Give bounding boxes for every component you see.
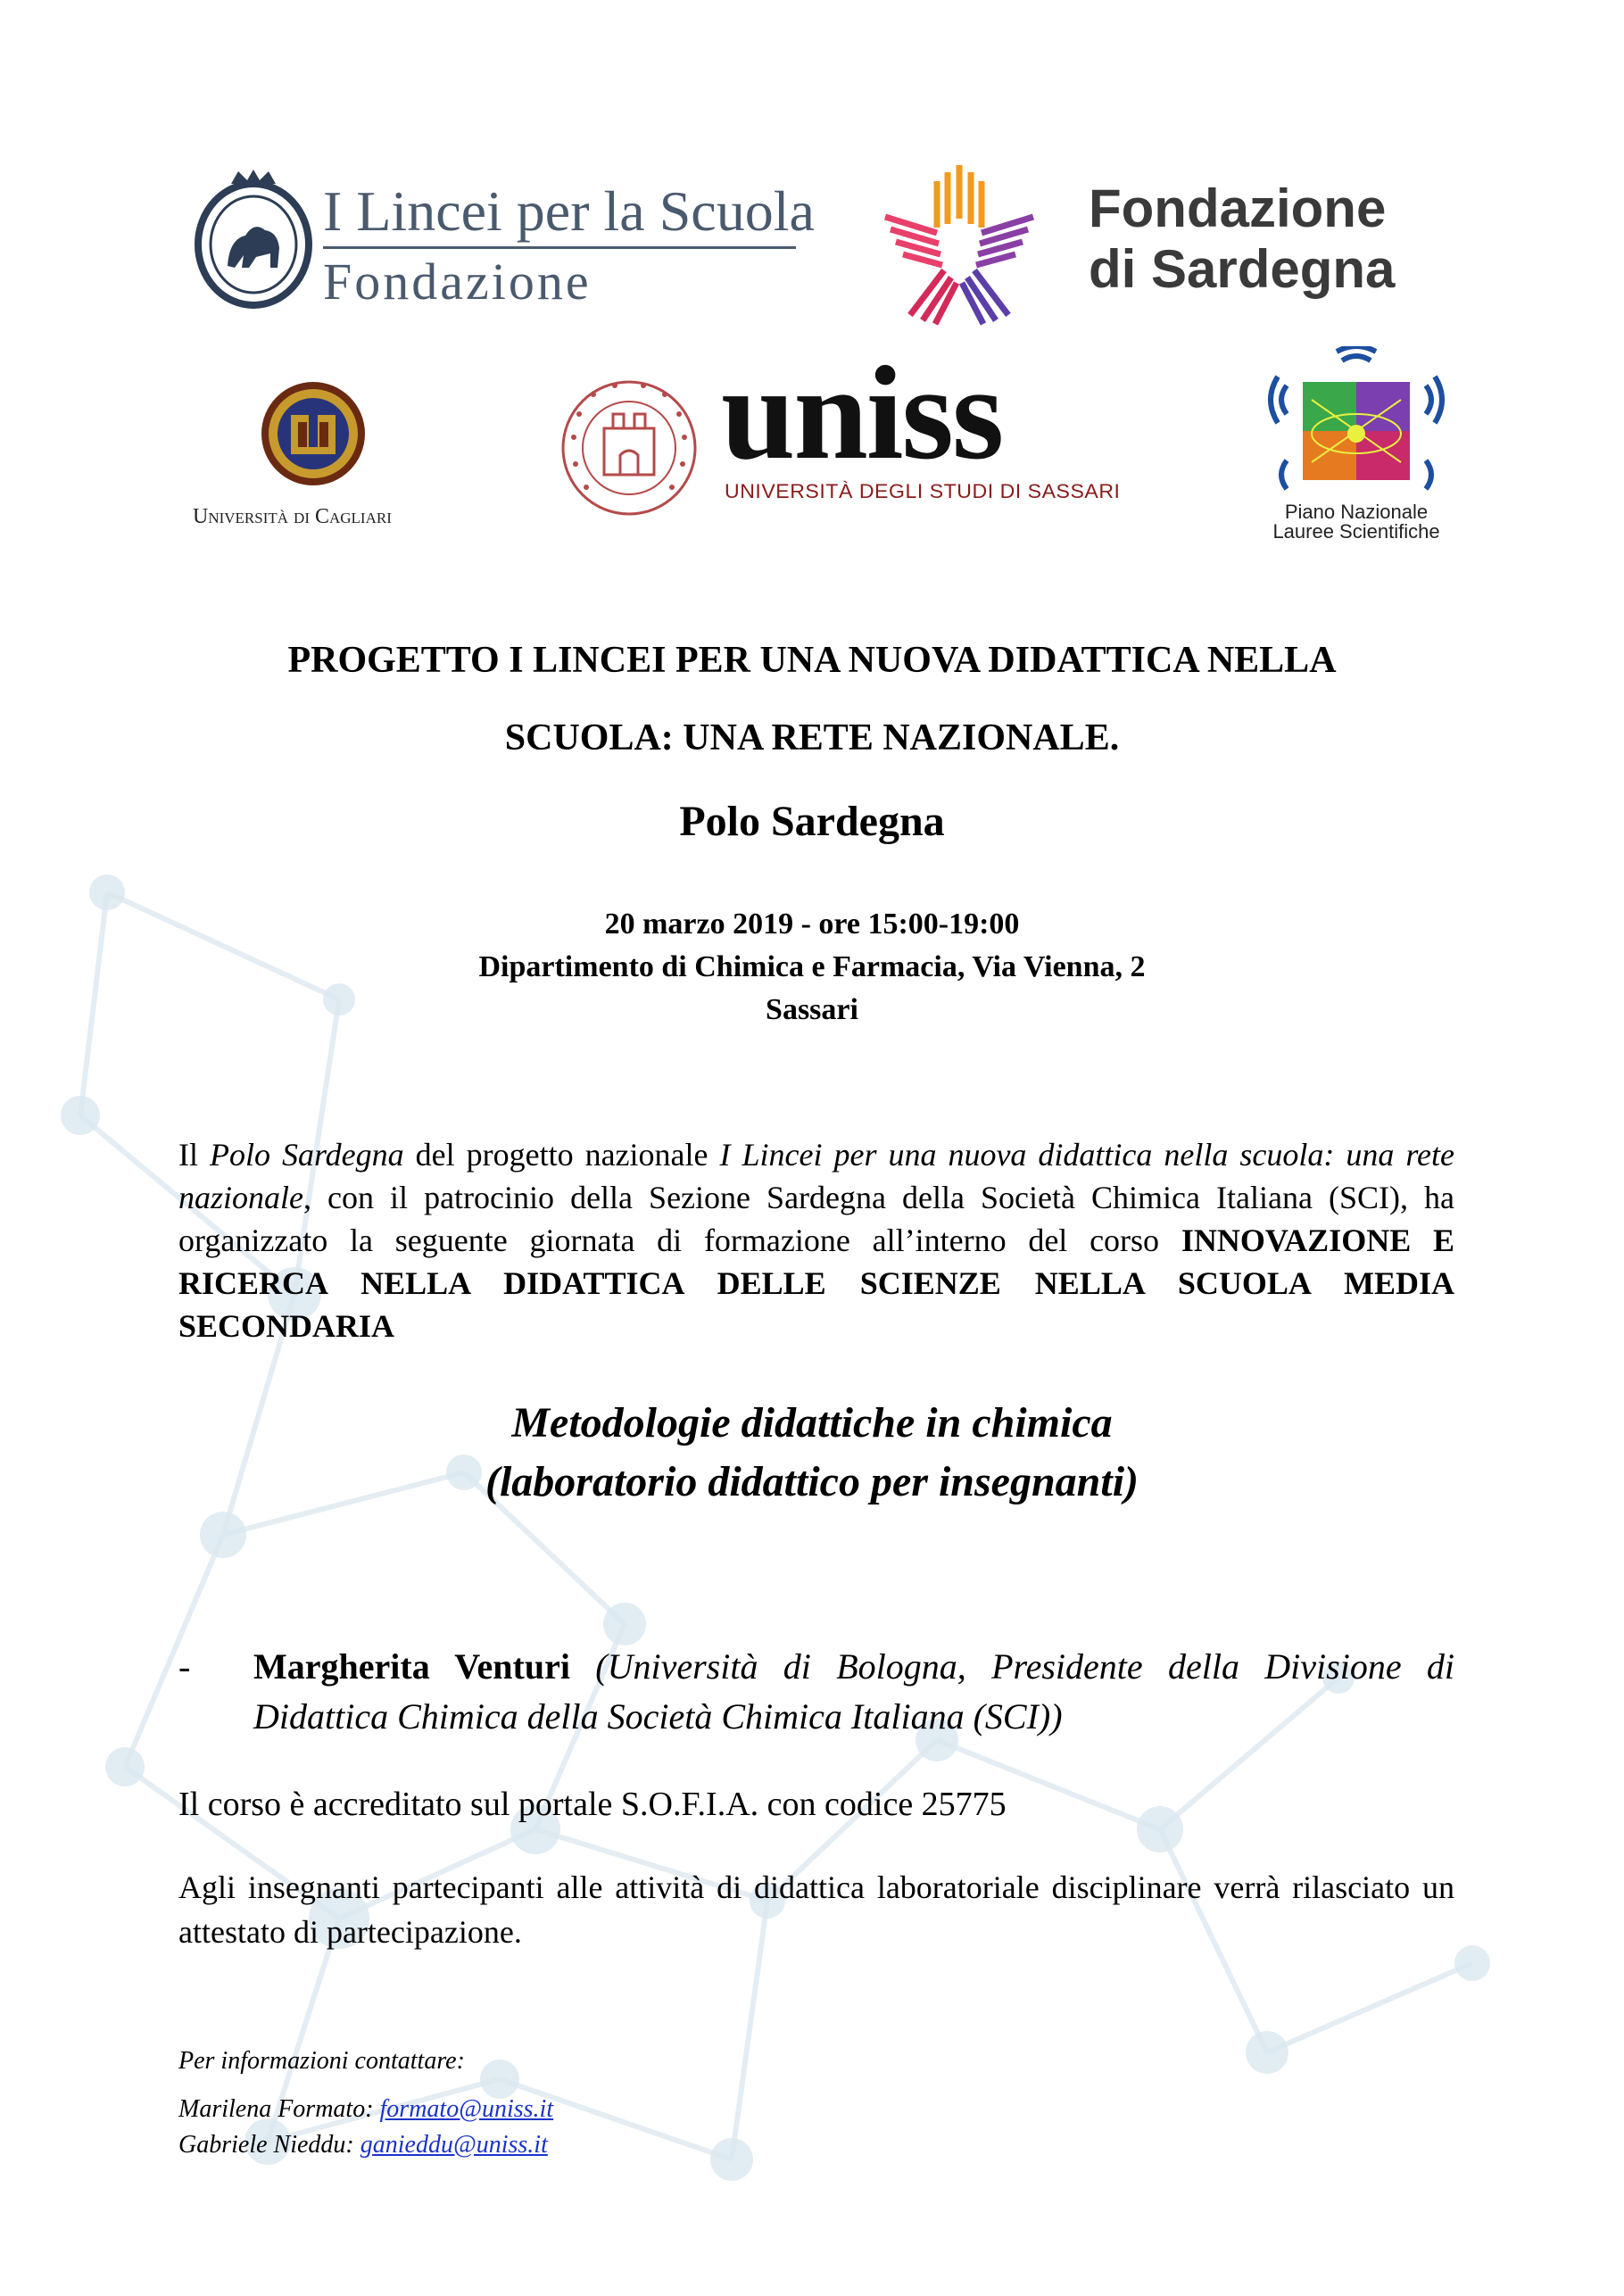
fondazione-sardegna-star-icon [866,147,1053,335]
contact-row-2 [178,2127,548,2163]
cagliari-caption: Università di Cagliari [193,505,392,528]
list-dash: - [178,1646,191,1687]
contact-1-label: Marilena Formato: [178,2095,380,2123]
intro-project-name: I Lincei per una nuova didattica nella scuola: una rete nazionale [178,1137,1454,1215]
pls-line2: Lauree Scientifiche [1272,520,1440,543]
event-city: Sassari [766,993,858,1026]
polo-heading: Polo Sardegna [679,798,945,845]
intro-paragraph [178,1133,1454,1347]
lincei-logo-title: I Lincei per la Scuola [323,179,815,243]
pls-logo-caption [1249,502,1463,542]
title-line-1: PROGETTO I LINCEI PER UNA NUOVA DIDATTICA NELLA [287,640,1337,681]
lincei-logo-subtitle: Fondazione [323,253,592,311]
subtitle-line-1: Metodologie didattiche in chimica [511,1399,1113,1446]
uniss-logo-word: uniss [721,339,1003,487]
speaker-name: Margherita Venturi [253,1646,570,1687]
fondazione-sardegna-logo-text [1089,178,1395,300]
lincei-logo-rule [323,246,796,249]
intro-text-5: , con il patrocinio della Sezione Sardegna della Società Chimica Italiana (SCI), ha organizzato la seguente giornata di formazione all’interno del corso [178,1180,1454,1258]
pls-logo-icon [1267,346,1446,500]
intro-text-1: Il [178,1137,210,1173]
lincei-seal-icon [192,168,315,311]
intro-text-3: del progetto nazionale [403,1137,720,1173]
contact-2-email-link[interactable]: ganieddu@uniss.it [360,2131,548,2159]
subtitle-line-2: (laboratorio didattico per insegnanti) [485,1458,1139,1505]
cagliari-seal-icon [259,379,368,488]
speaker-affiliation: (Università di Bologna, Presidente della Divisione di Didattica Chimica della Società Chimica Italiana (SCI)) [253,1646,1455,1737]
sassari-seal-icon [558,375,700,522]
uniss-logo-subtitle: UNIVERSITÀ DEGLI STUDI DI SASSARI [725,480,1121,502]
contact-1-email-link[interactable]: formato@uniss.it [379,2095,554,2123]
event-date-time: 20 marzo 2019 - ore 15:00-19:00 [604,908,1020,941]
subtitle [0,1394,1624,1512]
intro-polo: Polo Sardegna [210,1137,404,1173]
speaker-item [178,1642,1454,1742]
contact-2-label: Gabriele Nieddu: [178,2131,360,2159]
fds-line1: Fondazione [1089,178,1387,238]
intro-course-name: INNOVAZIONE E RICERCA NELLA DIDATTICA DELLE SCIENZE NELLA SCUOLA MEDIA SECONDARIA [178,1223,1454,1344]
accreditation-text: Il corso è accreditato sul portale S.O.F.I.A. con codice 25775 [178,1786,1007,1823]
contact-row-1 [178,2092,553,2127]
fds-line2: di Sardegna [1089,239,1396,299]
certificate-text: Agli insegnanti partecipanti alle attività di didattica laboratoriale disciplinare verrà rilasciato un attestato di partecipazione. [178,1869,1454,1950]
event-venue: Dipartimento di Chimica e Farmacia, Via Vienna, 2 [478,950,1146,983]
contacts-heading: Per informazioni contattare: [178,2047,465,2075]
pls-line1: Piano Nazionale [1284,501,1429,523]
title-line-2: SCUOLA: UNA RETE NAZIONALE. [504,717,1120,758]
